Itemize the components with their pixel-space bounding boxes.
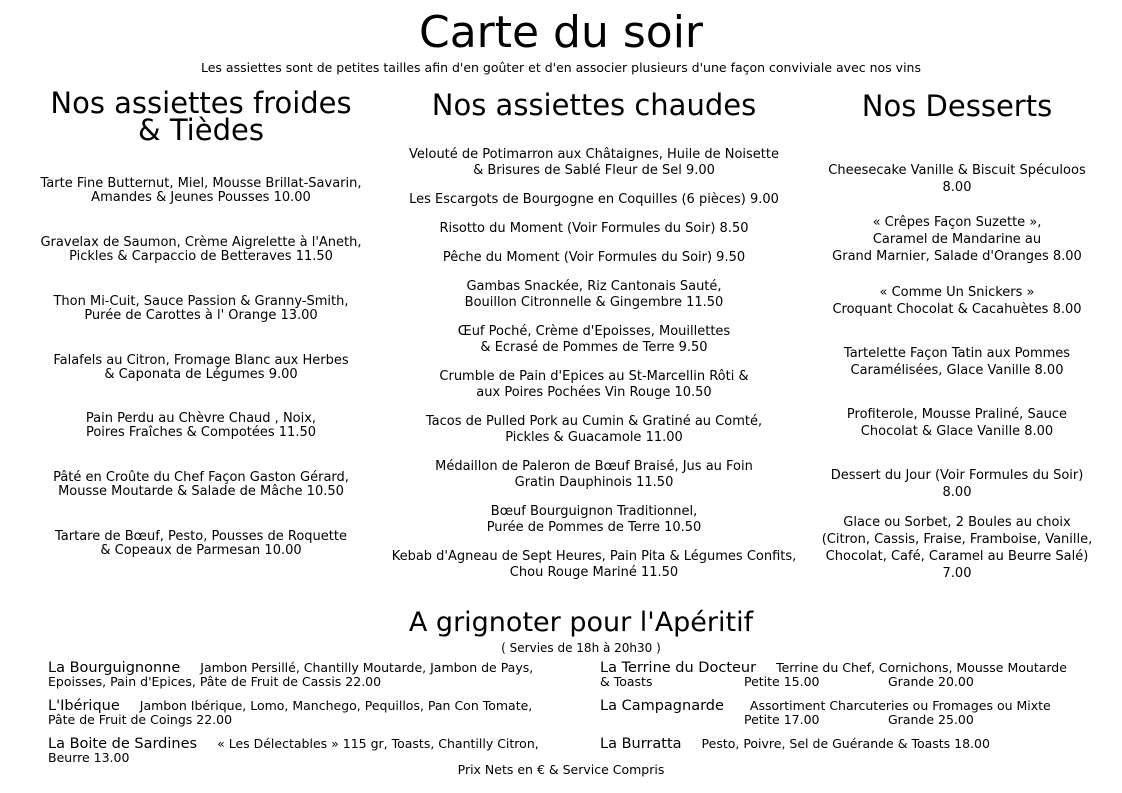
column-desserts (806, 89, 1108, 581)
aperitif-desc: Terrine du Chef, Cornichons, Mousse Moutarde (776, 660, 1067, 675)
item-line: 7.00 (942, 566, 972, 581)
heading-line: Nos assiettes froides (50, 86, 352, 120)
menu-item (20, 175, 382, 206)
aperitif-desc: Pâte de Fruit de Coings 22.00 (48, 712, 233, 727)
item-line: Pickles & Guacamole 11.00 (505, 430, 683, 445)
item-line: aux Poires Pochées Vin Rouge 10.50 (476, 385, 712, 400)
menu-item (20, 352, 382, 383)
aperitif-price-petite: Petite 17.00 (744, 712, 820, 727)
menu-item (384, 278, 804, 311)
aperitif-name: La Terrine du Docteur (600, 660, 757, 676)
item-line: Gravelax de Saumon, Crème Aigrelette à l'Aneth, (40, 235, 362, 250)
menu-item (384, 191, 804, 208)
aperitif-desc: Pesto, Poivre, Sel de Guérande & Toasts 18.00 (701, 736, 990, 751)
item-line: Caramélisées, Glace Vanille 8.00 (850, 363, 1064, 378)
aperitif-item (48, 699, 532, 726)
item-line: & Copeaux de Parmesan 10.00 (100, 543, 302, 558)
item-line: Médaillon de Paleron de Bœuf Braisé, Jus au Foin (435, 459, 753, 474)
item-line: (Citron, Cassis, Fraise, Framboise, Vanille, (821, 532, 1093, 547)
aperitif-desc: Assortiment Charcuteries ou Fromages ou Mixte (749, 698, 1051, 713)
aperitif-price-grande: Grande 20.00 (888, 674, 974, 689)
aperitif-desc: Jambon Ibérique, Lomo, Manchego, Pequillos, Pan Con Tomate, (139, 698, 533, 713)
aperitif-name: La Campagnarde (600, 698, 724, 714)
aperitif-desc: Beurre 13.00 (48, 750, 130, 765)
item-line: Risotto du Moment (Voir Formules du Soir) 8.50 (439, 221, 749, 236)
page-title: Carte du soir (418, 7, 704, 58)
menu-item (806, 467, 1108, 501)
item-line: Grand Marnier, Salade d'Oranges 8.00 (832, 249, 1082, 264)
menu-item (20, 528, 382, 559)
item-line: Bœuf Bourguignon Traditionnel, (490, 504, 698, 519)
item-line: Gratin Dauphinois 11.50 (514, 475, 674, 490)
aperitif-price-petite: Petite 15.00 (744, 674, 820, 689)
menu-item (384, 548, 804, 581)
section-heading-froides (20, 86, 382, 147)
item-line: Poires Fraîches & Compotées 11.50 (85, 425, 317, 440)
menu-item (384, 413, 804, 446)
item-line: Chocolat, Café, Caramel au Beurre Salé) (825, 549, 1089, 564)
column-assiettes-chaudes (384, 88, 804, 580)
aperitif-name: La Boite de Sardines (48, 736, 198, 752)
item-line: Pêche du Moment (Voir Formules du Soir) 9.50 (442, 250, 746, 265)
item-line: Dessert du Jour (Voir Formules du Soir) (830, 468, 1084, 483)
menu-item (806, 406, 1108, 440)
menu-item (20, 469, 382, 500)
menu-item (806, 214, 1108, 265)
menu-item (384, 503, 804, 536)
section-heading-desserts: Nos Desserts (861, 89, 1053, 123)
aperitif-item (48, 661, 533, 688)
item-line: Velouté de Potimarron aux Châtaignes, Huile de Noisette (409, 147, 779, 162)
menu-item (806, 284, 1108, 318)
item-line: Caramel de Mandarine au (872, 232, 1042, 247)
item-line: & Brisures de Sablé Fleur de Sel 9.00 (473, 163, 715, 178)
item-line: Amandes & Jeunes Pousses 10.00 (91, 190, 311, 205)
item-line: 8.00 (942, 180, 972, 195)
item-line: Profiterole, Mousse Praliné, Sauce (846, 407, 1068, 422)
aperitif-name: La Burratta (600, 736, 682, 752)
menu-item (20, 410, 382, 441)
item-line: Purée de Pommes de Terre 10.50 (486, 520, 702, 535)
menu-item (384, 458, 804, 491)
item-line: Les Escargots de Bourgogne en Coquilles (6 pièces) 9.00 (409, 192, 779, 207)
item-line: Tarte Fine Butternut, Miel, Mousse Brillat-Savarin, (40, 176, 362, 191)
heading-line: & Tièdes (138, 113, 264, 147)
aperitif-desc: Jambon Persillé, Chantilly Moutarde, Jambon de Pays, (200, 660, 534, 675)
item-line: Pickles & Carpaccio de Betteraves 11.50 (69, 249, 333, 264)
footer-note: Prix Nets en € & Service Compris (457, 762, 665, 777)
menu-item (384, 220, 804, 237)
item-line: Thon Mi-Cuit, Sauce Passion & Granny-Smith, (53, 294, 349, 309)
item-line: Chocolat & Glace Vanille 8.00 (860, 424, 1054, 439)
item-line: Bouillon Citronnelle & Gingembre 11.50 (464, 295, 724, 310)
item-line: 8.00 (942, 485, 972, 500)
item-line: Glace ou Sorbet, 2 Boules au choix (843, 515, 1071, 530)
item-line: Tartare de Bœuf, Pesto, Pousses de Roquette (55, 529, 347, 544)
menu-item (20, 234, 382, 265)
section-heading-aperitif: A grignoter pour l'Apéritif (408, 607, 754, 638)
aperitif-item (600, 699, 1051, 726)
item-line: Mousse Moutarde & Salade de Mâche 10.50 (58, 484, 344, 499)
aperitif-hours: ( Servies de 18h à 20h30 ) (501, 641, 661, 655)
item-line: Tacos de Pulled Pork au Cumin & Gratiné au Comté, (425, 414, 763, 429)
item-line: & Caponata de Légumes 9.00 (104, 367, 298, 382)
item-line: Pain Perdu au Chèvre Chaud , Noix, (85, 411, 317, 426)
menu-item (384, 249, 804, 266)
item-line: Chou Rouge Mariné 11.50 (509, 565, 679, 580)
item-line: Crumble de Pain d'Epices au St-Marcellin Rôti & (439, 369, 749, 384)
column-assiettes-froides (20, 86, 382, 558)
item-line: Purée de Carottes à l' Orange 13.00 (84, 308, 318, 323)
item-line: Falafels au Citron, Fromage Blanc aux Herbes (53, 353, 349, 368)
aperitif-name: La Bourguignonne (48, 660, 181, 676)
item-line: « Comme Un Snickers » (879, 285, 1035, 300)
item-line: Croquant Chocolat & Cacahuètes 8.00 (832, 302, 1082, 317)
menu-item (20, 293, 382, 324)
item-line: Kebab d'Agneau de Sept Heures, Pain Pita & Légumes Confits, (391, 549, 797, 564)
aperitif-item (600, 737, 990, 751)
aperitif-name: L'Ibérique (48, 698, 120, 714)
aperitif-desc: & Toasts (600, 674, 653, 689)
aperitif-item (48, 737, 539, 764)
item-line: Tartelette Façon Tatin aux Pommes (843, 346, 1071, 361)
page-subtitle: Les assiettes sont de petites tailles afin d'en goûter et d'en associer plusieurs d'une façon conviviale avec nos vins (201, 60, 921, 75)
menu-item (384, 146, 804, 179)
item-line: & Ecrasé de Pommes de Terre 9.50 (480, 340, 708, 355)
item-line: Gambas Snackée, Riz Cantonais Sauté, (466, 279, 722, 294)
item-line: Œuf Poché, Crème d'Epoisses, Mouillettes (457, 324, 731, 339)
item-line: Pâté en Croûte du Chef Façon Gaston Gérard, (53, 470, 349, 485)
menu-item (384, 323, 804, 356)
aperitif-item (600, 661, 1067, 688)
menu-item (806, 162, 1108, 196)
aperitif-price-grande: Grande 25.00 (888, 712, 974, 727)
aperitif-desc: Epoisses, Pain d'Epices, Pâte de Fruit de Cassis 22.00 (48, 674, 382, 689)
menu-item (384, 368, 804, 401)
aperitif-desc: « Les Délectables » 115 gr, Toasts, Chantilly Citron, (217, 736, 539, 751)
menu-item (806, 345, 1108, 379)
item-line: Cheesecake Vanille & Biscuit Spéculoos (828, 163, 1086, 178)
menu-item (806, 514, 1108, 582)
section-heading-chaudes: Nos assiettes chaudes (431, 88, 757, 122)
item-line: « Crêpes Façon Suzette », (872, 215, 1042, 230)
